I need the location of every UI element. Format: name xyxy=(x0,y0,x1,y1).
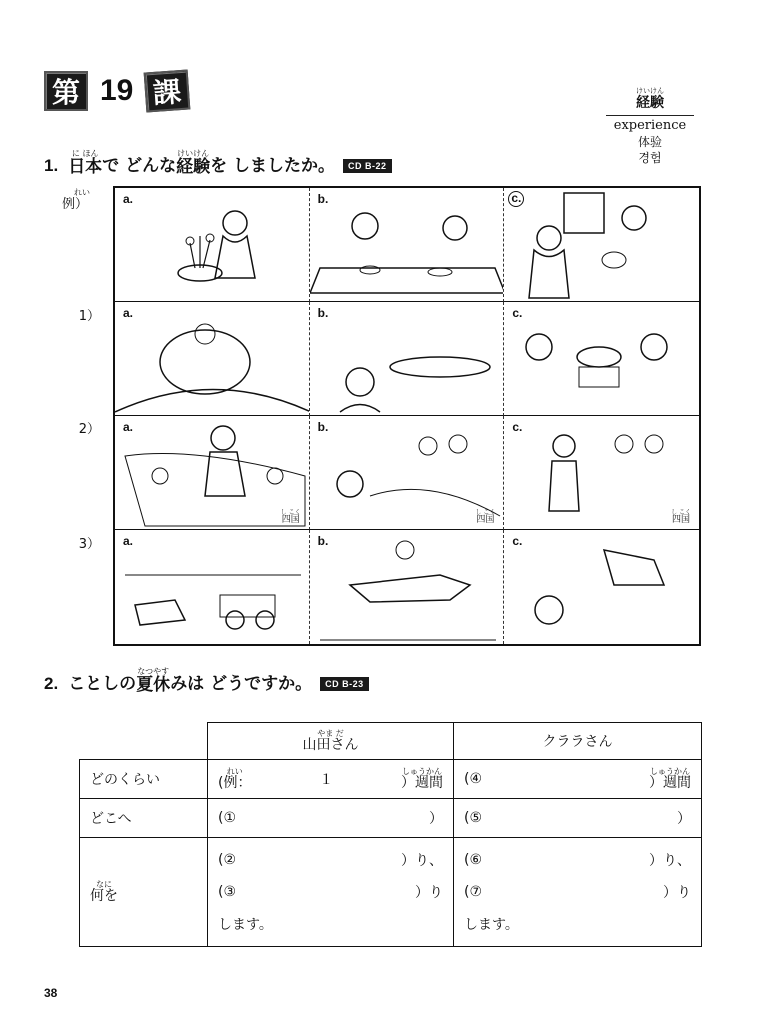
looking-at-horse-illustration xyxy=(504,530,699,644)
picture-1-c: c. xyxy=(504,302,699,416)
picture-2-b: b. し こく 四国 xyxy=(310,416,505,530)
lesson-number: 19 xyxy=(100,74,134,107)
section1-word-keiken: けいけん 経験 xyxy=(176,149,211,177)
section1-title xyxy=(44,150,392,176)
row-label-1: 1） xyxy=(78,309,100,324)
flower-arranging-illustration xyxy=(115,188,310,302)
picture-2-c: c. し こく 四国 xyxy=(504,416,699,530)
picture-ex-c: c. xyxy=(504,188,699,302)
row-label-activity: なに 何を xyxy=(80,838,208,947)
cell-yamada-destination[interactable]: (① ） xyxy=(208,799,454,838)
vocab-japanese: 経験 xyxy=(636,95,664,111)
cd-track-badge: CD B-22 xyxy=(343,159,392,173)
column-header-yamada: やま だ 山田さん xyxy=(208,723,454,760)
eating-hotpot-illustration xyxy=(504,302,699,416)
picture-ex-a: a. xyxy=(115,188,310,302)
section1-text-4: を しましたか。 xyxy=(210,156,336,176)
picture-grid xyxy=(113,186,701,646)
picture-ex-b: b. xyxy=(310,188,505,302)
lesson-prefix: 第 xyxy=(44,71,88,111)
page-number: 38 xyxy=(44,986,58,1000)
vocab-chinese: 体验 xyxy=(637,135,662,149)
summer-vacation-table xyxy=(79,722,702,947)
picture-1-a: a. xyxy=(115,302,310,416)
horse-carriage-illustration xyxy=(115,530,310,644)
picture-3-a: a. xyxy=(115,530,310,644)
section2-text-1: ことしの xyxy=(68,674,137,694)
lesson-header xyxy=(44,70,189,112)
watching-sumo-illustration xyxy=(310,302,505,416)
section2-text-3: みは どうですか。 xyxy=(170,674,313,694)
row-label-destination: どこへ xyxy=(80,799,208,838)
sumo-illustration xyxy=(115,302,310,416)
vocab-english: experience xyxy=(613,118,687,133)
tea-ceremony-illustration xyxy=(504,188,699,302)
vocab-furigana: けいけん xyxy=(636,87,664,95)
row-label-2: 2） xyxy=(78,422,100,437)
picture-3-c: c. xyxy=(504,530,699,644)
row-label-example: れい 例） xyxy=(62,188,90,212)
cell-clara-activity[interactable]: (⑥ ）り、 (⑦ ）り します。 xyxy=(454,838,702,947)
cell-clara-duration[interactable]: (④ しゅうかん ）週間 xyxy=(454,760,702,799)
column-header-clara: クララさん xyxy=(454,723,702,760)
picture-2-a: a. し こく 四国 xyxy=(115,416,310,530)
section1-text-2: で どんな xyxy=(102,156,177,176)
section2-title xyxy=(44,668,369,694)
awa-dance-illustration xyxy=(504,416,699,530)
vocab-divider xyxy=(606,115,694,116)
section2-number: 2. xyxy=(44,674,59,693)
picture-1-b: b. xyxy=(310,302,505,416)
horse-riding-illustration xyxy=(310,530,505,644)
section1-word-nihon: に ほん 日本 xyxy=(68,149,103,177)
tea-tasting-illustration xyxy=(310,188,505,302)
picture-3-b: b. xyxy=(310,530,505,644)
cell-yamada-activity[interactable]: (② ）り、 (③ ）り します。 xyxy=(208,838,454,947)
vocab-korean: 경험 xyxy=(638,151,662,165)
section1-number: 1. xyxy=(44,156,59,175)
table-corner xyxy=(80,723,208,760)
section2-word-natsuyasu: なつやす 夏休 xyxy=(136,667,171,695)
cell-yamada-duration[interactable]: れい (例： １ しゅうかん ）週間 xyxy=(208,760,454,799)
row-label-3: 3） xyxy=(78,537,100,552)
row-label-duration: どのくらい xyxy=(80,760,208,799)
lesson-suffix: 課 xyxy=(144,70,191,113)
vocab-box xyxy=(606,88,694,166)
cell-clara-destination[interactable]: (⑤ ） xyxy=(454,799,702,838)
cd-track-badge: CD B-23 xyxy=(320,677,369,691)
